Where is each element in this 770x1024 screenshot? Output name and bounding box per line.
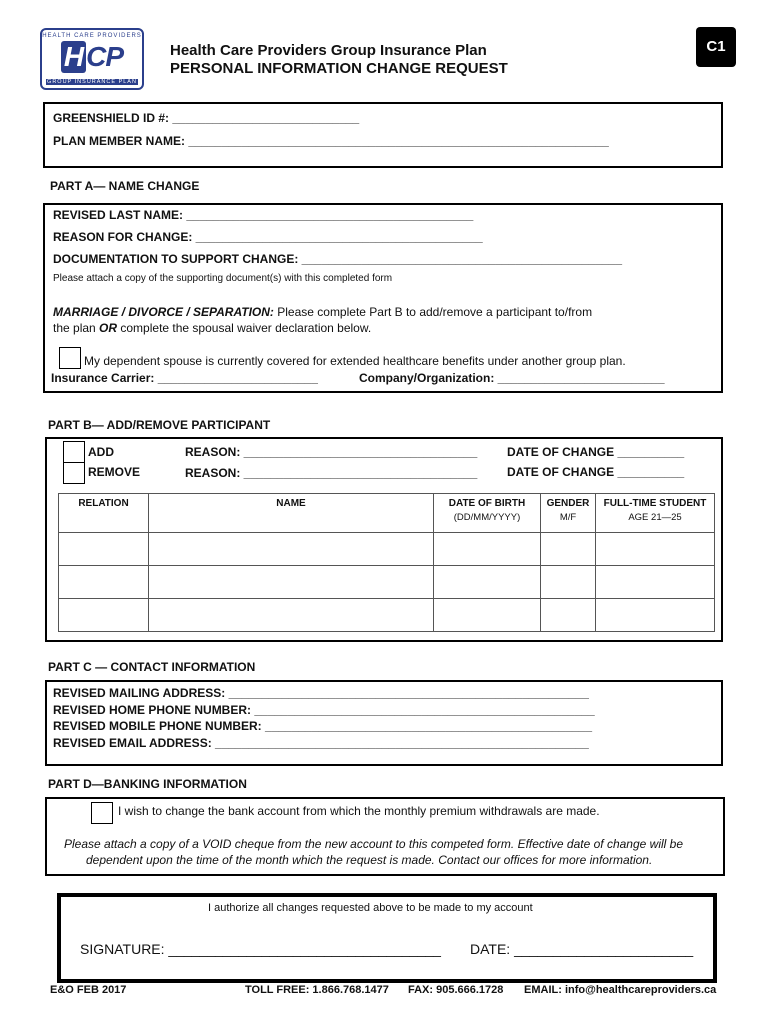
cell-student[interactable] — [596, 599, 715, 632]
add-date-field[interactable]: DATE OF CHANGE __________ — [507, 445, 685, 459]
logo-mark — [42, 41, 142, 73]
logo-h: H — [61, 41, 86, 73]
cell-dob[interactable] — [434, 599, 541, 632]
line2-or: OR — [99, 321, 118, 335]
spouse-covered-checkbox[interactable] — [59, 347, 81, 369]
spouse-covered-label: My dependent spouse is currently covered for extended healthcare benefits under another group plan. — [84, 354, 626, 368]
cell-gender[interactable] — [541, 599, 596, 632]
form-subtitle: PERSONAL INFORMATION CHANGE REQUEST — [170, 60, 508, 77]
logo-cp: CP — [86, 41, 124, 72]
greenshield-id-field[interactable]: GREENSHIELD ID #: ____________________________ — [53, 111, 360, 125]
col-gender-options: M/F — [559, 512, 577, 523]
form-code-badge: C1 — [696, 27, 736, 67]
add-label: ADD — [88, 445, 114, 459]
email-address-field[interactable]: REVISED EMAIL ADDRESS: ________________________________________________________ — [53, 736, 589, 750]
bank-change-checkbox[interactable] — [91, 802, 113, 824]
col-relation: RELATION — [59, 494, 149, 533]
col-dob — [434, 494, 541, 533]
company-organization-field[interactable]: Company/Organization: _________________________ — [359, 371, 665, 385]
footer-toll-free: TOLL FREE: 1.866.768.1477 — [245, 984, 389, 996]
remove-reason-field[interactable]: REASON: ___________________________________ — [185, 466, 478, 480]
cell-relation[interactable] — [59, 533, 149, 566]
insurance-carrier-field[interactable]: Insurance Carrier: ________________________ — [51, 371, 318, 385]
cell-student[interactable] — [596, 566, 715, 599]
cell-name[interactable] — [149, 566, 434, 599]
bank-change-label: I wish to change the bank account from which the monthly premium withdrawals are made. — [118, 804, 600, 818]
plan-member-name-field[interactable]: PLAN MEMBER NAME: _______________________________________________________________ — [53, 134, 609, 148]
footer-fax: FAX: 905.666.1728 — [408, 984, 504, 996]
void-cheque-note-line1: Please attach a copy of a VOID cheque from the new account to this competed form. Effective date of change will be — [64, 837, 684, 851]
signature-field[interactable]: SIGNATURE: ___________________________________ — [80, 941, 441, 957]
footer-version: E&O FEB 2017 — [50, 984, 127, 996]
logo-top-text: HEALTH CARE PROVIDERS — [42, 33, 142, 39]
col-dob-format: (DD/MM/YYYY) — [453, 512, 521, 523]
mobile-phone-field[interactable]: REVISED MOBILE PHONE NUMBER: _________________________________________________ — [53, 719, 593, 733]
logo-bottom-text: GROUP INSURANCE PLAN — [47, 79, 137, 85]
attach-note: Please attach a copy of the supporting document(s) with this completed form — [53, 273, 393, 284]
table-header-row — [59, 494, 715, 533]
add-checkbox[interactable] — [63, 441, 85, 463]
marriage-text: Please complete Part B to add/remove a participant to/from — [273, 305, 593, 319]
footer-email: EMAIL: info@healthcareproviders.ca — [524, 984, 717, 996]
reason-for-change-field[interactable]: REASON FOR CHANGE: ___________________________________________ — [53, 230, 483, 244]
col-student-age: AGE 21—25 — [628, 512, 682, 523]
add-reason-field[interactable]: REASON: ___________________________________ — [185, 445, 478, 459]
participant-table — [58, 493, 715, 632]
part-b-heading: PART B— ADD/REMOVE PARTICIPANT — [48, 418, 271, 432]
marriage-bold: MARRIAGE / DIVORCE / SEPARATION: — [53, 305, 274, 319]
home-phone-field[interactable]: REVISED HOME PHONE NUMBER: ___________________________________________________ — [53, 703, 595, 717]
part-d-heading: PART D—BANKING INFORMATION — [48, 777, 247, 791]
remove-date-field[interactable]: DATE OF CHANGE __________ — [507, 465, 685, 479]
cell-name[interactable] — [149, 533, 434, 566]
void-cheque-note-line2: dependent upon the time of the month which the request is made. Contact our offices for more information. — [86, 853, 653, 867]
remove-checkbox[interactable] — [63, 462, 85, 484]
col-student — [596, 494, 715, 533]
cell-student[interactable] — [596, 533, 715, 566]
part-c-heading: PART C — CONTACT INFORMATION — [48, 660, 256, 674]
marriage-note-line1 — [53, 305, 592, 319]
signature-date-field[interactable]: DATE: _______________________ — [470, 941, 694, 957]
table-row — [59, 533, 715, 566]
col-student-label: FULL-TIME STUDENT — [603, 498, 707, 509]
cell-dob[interactable] — [434, 566, 541, 599]
documentation-field[interactable]: DOCUMENTATION TO SUPPORT CHANGE: ________________________________________________ — [53, 252, 623, 266]
marriage-note-line2 — [53, 321, 371, 335]
hcp-logo — [40, 28, 144, 90]
remove-label: REMOVE — [88, 465, 141, 479]
part-a-heading: PART A— NAME CHANGE — [50, 179, 200, 193]
cell-gender[interactable] — [541, 533, 596, 566]
cell-dob[interactable] — [434, 533, 541, 566]
col-gender-label: GENDER — [546, 498, 590, 509]
authorize-text: I authorize all changes requested above to be made to my account — [208, 902, 533, 914]
line2-post: complete the spousal waiver declaration below. — [117, 321, 372, 335]
col-name: NAME — [149, 494, 434, 533]
cell-relation[interactable] — [59, 599, 149, 632]
cell-gender[interactable] — [541, 566, 596, 599]
table-row — [59, 566, 715, 599]
table-row — [59, 599, 715, 632]
mailing-address-field[interactable]: REVISED MAILING ADDRESS: ______________________________________________________ — [53, 686, 589, 700]
cell-name[interactable] — [149, 599, 434, 632]
cell-relation[interactable] — [59, 566, 149, 599]
form-title: Health Care Providers Group Insurance Plan — [170, 42, 487, 59]
line2-pre: the plan — [53, 321, 100, 335]
col-dob-label: DATE OF BIRTH — [448, 498, 526, 509]
revised-last-name-field[interactable]: REVISED LAST NAME: ___________________________________________ — [53, 208, 474, 222]
col-gender — [541, 494, 596, 533]
